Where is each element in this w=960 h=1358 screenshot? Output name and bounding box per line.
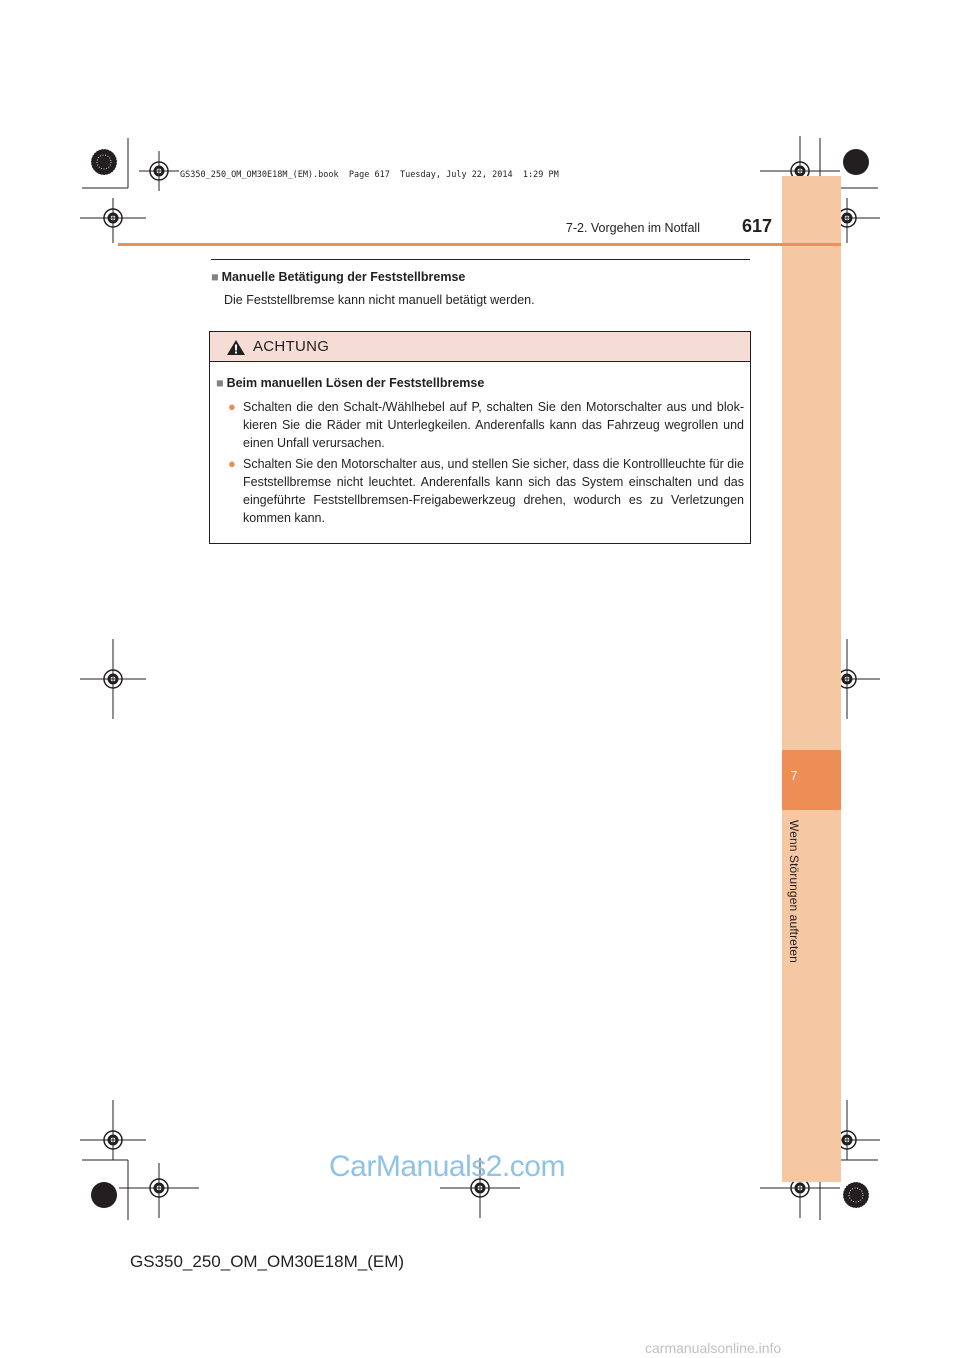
- content-rule: [211, 259, 750, 260]
- bullet-dot-icon: ●: [228, 399, 236, 414]
- warning-bullet-text: Schalten Sie den Motorschalter aus, und stellen Sie sicher, dass die Kontrollleuchte für die Feststellbremse nicht leuchtet. Anderenfalls kann sich das System einschalten und das eingeführte Feststellbremsen-Freigabewerkzeug drehen, wodurch es zu Verletzungen kommen kann.: [243, 457, 744, 525]
- warning-triangle-icon: [226, 339, 246, 356]
- warning-bullet-text: Schalten die den Schalt-/Wählhebel auf P, schalten Sie den Motorschalter aus und blok-kieren Sie die Räder mit Unterlegkeilen. Anderenfalls kann das Fahrzeug wegrollen und einen Unfall verursachen.: [243, 400, 744, 450]
- section-heading-text: Manuelle Betätigung der Feststellbremse: [221, 270, 466, 284]
- footer-doc-code: GS350_250_OM_OM30E18M_(EM): [130, 1252, 405, 1271]
- warning-label: ACHTUNG: [253, 338, 330, 355]
- page-number: 617: [742, 216, 773, 236]
- warning-header: [210, 332, 750, 362]
- warning-subheading-text: Beim manuellen Lösen der Feststellbremse: [226, 376, 485, 390]
- chapter-title: Wenn Störungen auftreten: [787, 820, 801, 963]
- bullet-dot-icon: ●: [228, 456, 236, 471]
- header-rule: [118, 243, 841, 246]
- warning-bullet: [228, 455, 744, 527]
- warning-box: [209, 331, 751, 544]
- section-heading: [211, 270, 465, 284]
- file-info: GS350_250_OM_OM30E18M_(EM).book Page 617 Tuesday, July 22, 2014 1:29 PM: [180, 170, 559, 180]
- footer-source: carmanualsonline.info: [645, 1340, 782, 1356]
- chapter-number: 7: [790, 768, 798, 783]
- square-bullet-icon: ■: [211, 270, 219, 284]
- starburst-mark-icon: [91, 149, 869, 1208]
- watermark-logo: CarManuals2.com: [329, 1150, 565, 1183]
- warning-subheading: [216, 376, 484, 390]
- side-tab-strip: [782, 176, 841, 1182]
- square-bullet-icon: ■: [216, 376, 224, 390]
- warning-bullet: [228, 398, 744, 452]
- section-body: Die Feststellbremse kann nicht manuell betätigt werden.: [224, 293, 535, 307]
- header-section-title: 7-2. Vorgehen im Notfall: [565, 221, 700, 235]
